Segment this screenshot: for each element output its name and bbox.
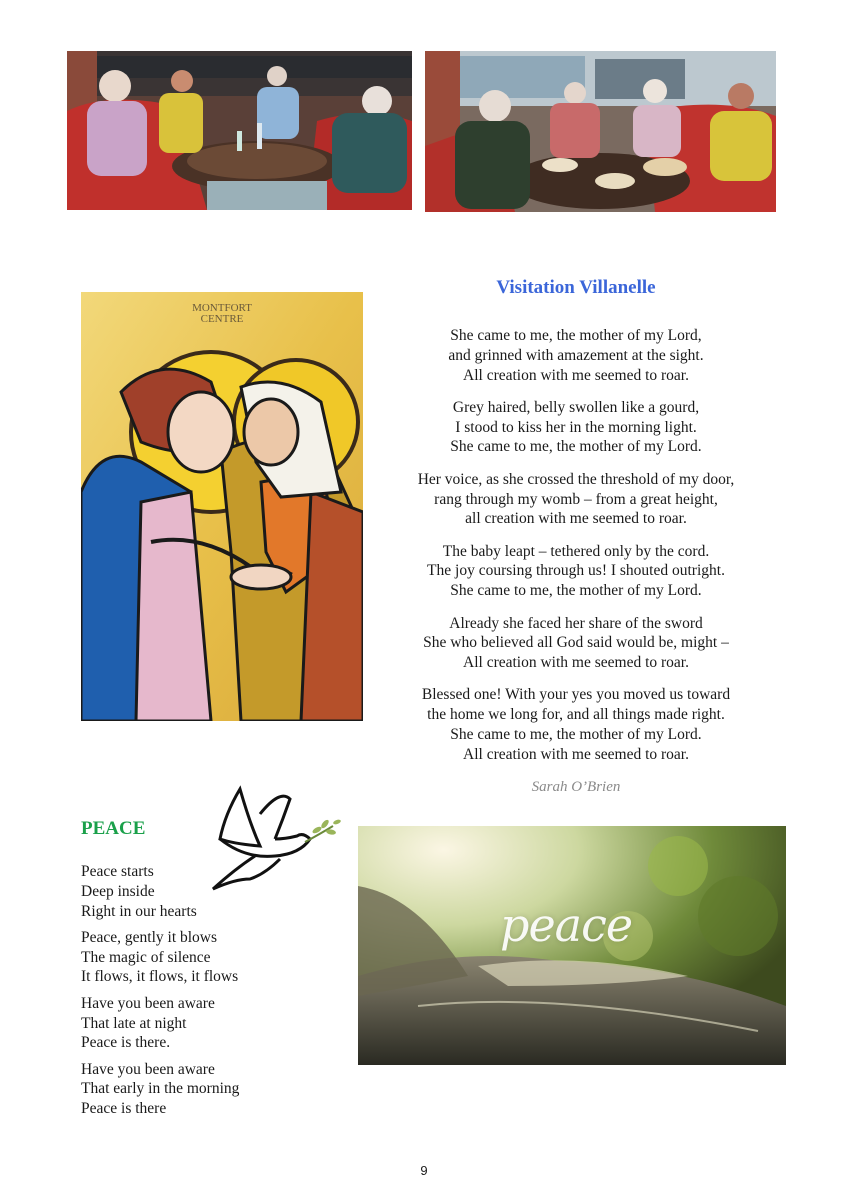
poem-line: all creation with me seemed to roar. [465, 510, 687, 528]
poem-line: rang through my womb – from a great height, [434, 490, 718, 508]
poem-line: All creation with me seemed to roar. [463, 745, 689, 763]
poem-line: All creation with me seemed to roar. [463, 366, 689, 384]
group-photo-right [425, 51, 776, 212]
peace-line: That late at night [81, 1014, 187, 1032]
caption-line-1: MONTFORT [192, 302, 252, 314]
caption-line-2: CENTRE [200, 313, 244, 325]
peace-title: PEACE [81, 818, 146, 839]
stained-glass-visitation [81, 292, 363, 721]
poem-line: She came to me, the mother of my Lord. [450, 438, 702, 456]
poem-line: She came to me, the mother of my Lord. [450, 582, 702, 600]
peace-poem [81, 862, 351, 1126]
peace-image-word: peace [500, 898, 633, 952]
poem-line: Blessed one! With your yes you moved us toward [421, 686, 731, 704]
peace-line: Deep inside [81, 882, 155, 900]
poem-line: She came to me, the mother of my Lord. [450, 726, 702, 744]
poem-line: The baby leapt – tethered only by the cord. [442, 542, 710, 560]
poem-stanza [396, 326, 756, 385]
poem-line: and grinned with amazement at the sight. [448, 346, 704, 364]
poem-line: I stood to kiss her in the morning light. [455, 418, 697, 436]
peace-line: That early in the morning [81, 1080, 240, 1098]
poem-line: She who believed all God said would be, might – [423, 634, 729, 652]
poem-line: All creation with me seemed to roar. [463, 654, 689, 672]
peace-line: Peace is there [81, 1100, 167, 1118]
peace-line: The magic of silence [81, 948, 211, 966]
poem-stanza [396, 685, 756, 764]
page-number: 9 [420, 1163, 428, 1178]
poem-stanza [396, 470, 756, 529]
poem-title: Visitation Villanelle [496, 277, 656, 298]
peace-line: Have you been aware [81, 1060, 215, 1078]
peace-line: Peace is there. [81, 1034, 171, 1052]
group-photo-left [67, 51, 412, 210]
peace-stanza [81, 994, 351, 1053]
poem-author: Sarah O’Brien [531, 779, 621, 795]
peace-stanza [81, 1060, 351, 1119]
poem-line: the home we long for, and all things made right. [427, 706, 725, 724]
poem-line: Her voice, as she crossed the threshold of my door, [417, 470, 735, 488]
stained-glass-caption [181, 303, 263, 325]
poem-stanza [396, 398, 756, 457]
poem-stanza [396, 614, 756, 673]
poem-stanza [396, 542, 756, 601]
peace-line: Right in our hearts [81, 902, 197, 920]
peace-stanza [81, 928, 351, 987]
poem-line: Grey haired, belly swollen like a gourd, [452, 398, 700, 416]
peace-line: Have you been aware [81, 994, 215, 1012]
poem-line: Already she faced her share of the sword [449, 614, 703, 632]
peace-stanza [81, 862, 351, 921]
peace-line: Peace, gently it blows [81, 928, 218, 946]
poem-line: She came to me, the mother of my Lord, [450, 327, 702, 344]
poem-body [396, 326, 756, 777]
peace-line: It flows, it flows, it flows [81, 968, 239, 986]
poem-line: The joy coursing through us! I shouted outright. [427, 562, 725, 580]
peace-line: Peace starts [81, 863, 154, 880]
